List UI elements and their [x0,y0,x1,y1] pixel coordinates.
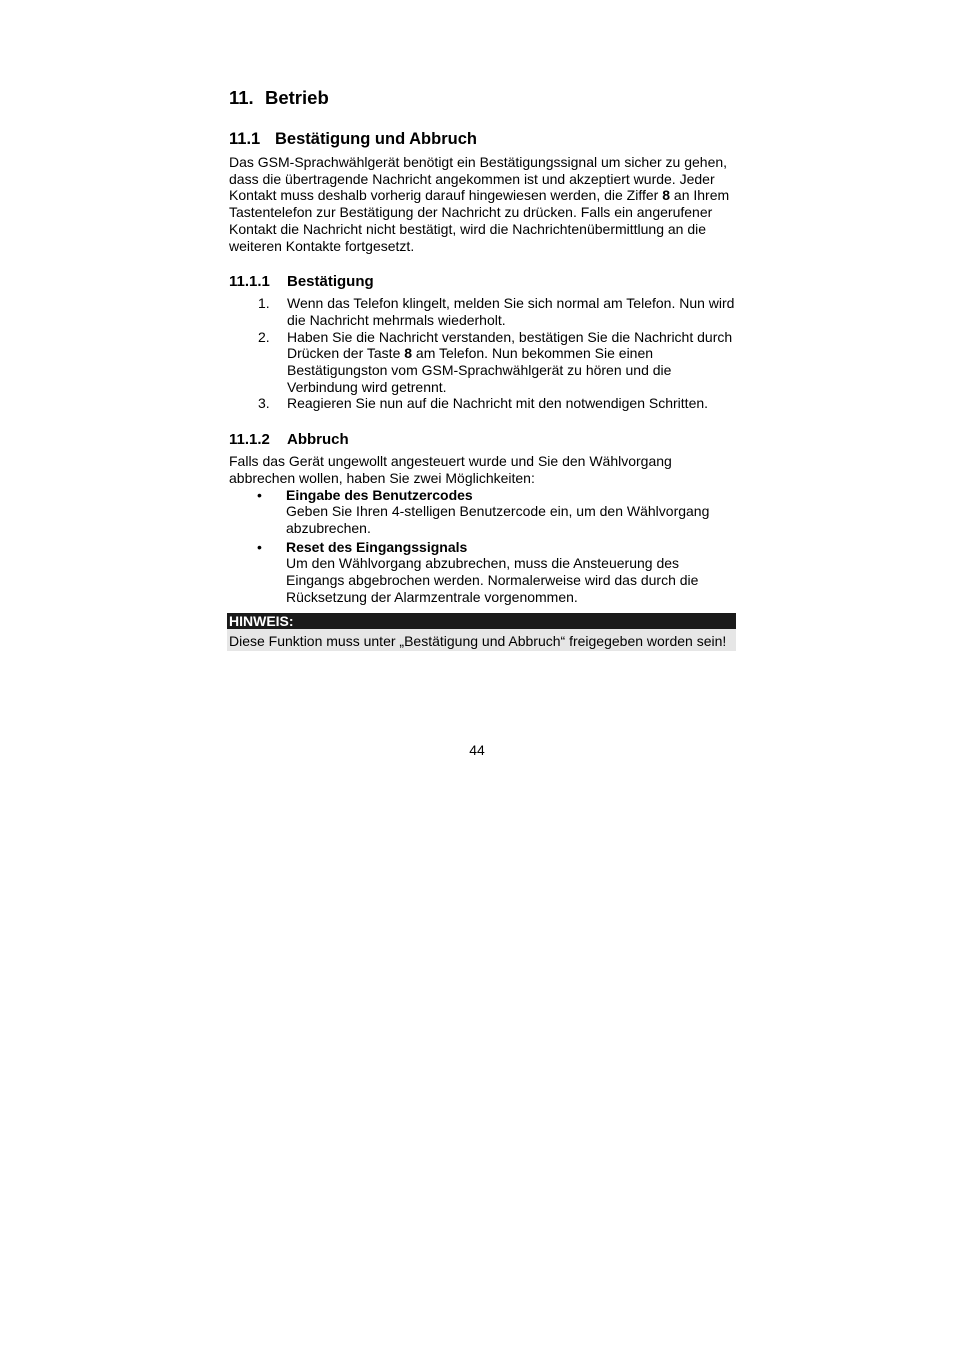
chapter-heading [229,86,736,110]
note-box [227,613,736,651]
option-term: Eingabe des Benutzercodes [286,486,473,503]
subsection-title: Bestätigung [287,273,374,291]
subsection-number: 11.1.2 [229,431,270,449]
option-description: Geben Sie Ihren 4-stelligen Benutzercode ein, um den Wählvorgang abzubrechen. [286,503,710,536]
list-item-number: 3. [258,395,270,412]
chapter-title: Betrieb [265,87,329,108]
subsection-number: 11.1.1 [229,273,270,291]
section-title: Bestätigung und Abbruch [275,130,477,148]
list-item-number: 2. [258,328,270,345]
section-number: 11.1 [229,130,261,148]
subsection-title: Abbruch [287,431,349,449]
list-item [229,395,736,412]
note-label: HINWEIS: [227,613,736,629]
option-term: Reset des Eingangssignals [286,538,468,555]
subsection-heading-confirmation [229,272,736,292]
subsection-heading-abort [229,430,736,450]
list-item-text: Reagieren Sie nun auf die Nachricht mit den notwendigen Schritten. [287,395,709,412]
section-heading [229,128,736,150]
list-item [229,295,736,328]
bullet-icon: • [257,538,262,555]
list-item-text: Wenn das Telefon klingelt, melden Sie sich normal am Telefon. Nun wird die Nachricht mehrmals wiederholt. [287,295,735,328]
confirmation-steps-list [229,295,736,412]
abort-options-list [229,487,736,606]
option-description: Um den Wählvorgang abzubrechen, muss die Ansteuerung des Eingangs abgebrochen werden. Normalerweise wird das durch die Rücksetzung der Alarmzentrale vorgenommen. [286,555,699,605]
section-body-text-2: an Ihrem Tastentelefon zur Bestätigung der Nachricht zu drücken. Falls ein angerufener Kontakt die Nachricht nicht bestätigt, wird die Nachrichtenübermittlung an die weiteren Kontakte fortgesetzt. [229,187,730,254]
document-page [229,86,736,651]
section-body-bold-digit: 8 [662,187,671,204]
list-item-number: 1. [258,295,270,312]
page-number: 44 [469,742,485,758]
abort-intro: Falls das Gerät ungewollt angesteuert wurde und Sie den Wählvorgang abbrechen wollen, haben Sie zwei Möglichkeiten: [229,453,672,486]
list-item [229,329,736,396]
section-body-text-1: Das GSM-Sprachwählgerät benötigt ein Bestätigungssignal um sicher zu gehen, dass die übertragende Nachricht angekommen ist und akzeptiert wurde. Jeder Kontakt muss deshalb vorherig darauf hingewiesen werden, die Ziffer [229,154,728,204]
note-text: Diese Funktion muss unter „Bestätigung und Abbruch“ freigegeben worden sein! [227,629,736,651]
chapter-number: 11. [229,87,254,108]
list-item-text: Haben Sie die Nachricht verstanden, bestätigen Sie die Nachricht durch Drücken der Taste [287,328,733,362]
section-body [229,154,736,254]
list-item [229,539,736,606]
list-item [229,487,736,537]
bullet-icon: • [257,486,262,503]
list-item-bold-digit: 8 [404,345,413,362]
list-item-text: am Telefon. Nun bekommen Sie einen Bestätigungston vom GSM-Sprachwählgerät zu hören und die Verbindung wird getrennt. [287,345,672,395]
